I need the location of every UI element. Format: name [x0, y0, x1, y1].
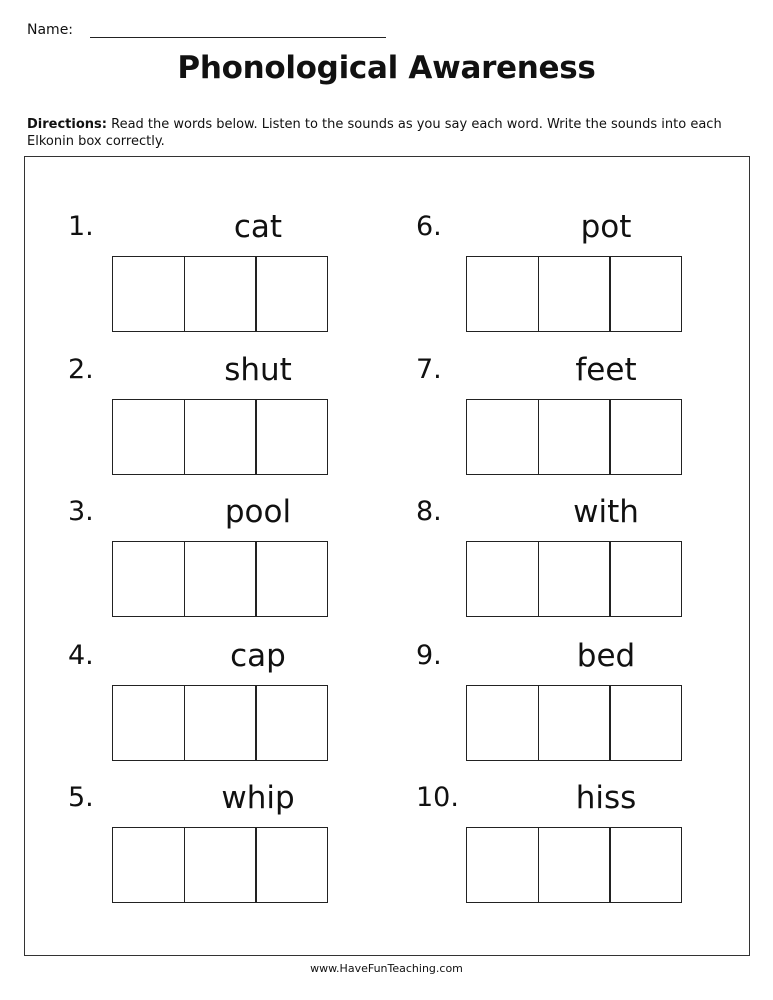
elkonin-box[interactable]: [112, 541, 185, 617]
elkonin-box[interactable]: [466, 541, 539, 617]
elkonin-box[interactable]: [609, 399, 682, 475]
item-number: 1.: [68, 211, 94, 242]
elkonin-box[interactable]: [466, 399, 539, 475]
elkonin-box[interactable]: [538, 399, 611, 475]
elkonin-box[interactable]: [184, 541, 257, 617]
elkonin-box[interactable]: [184, 827, 257, 903]
directions-text: Read the words below. Listen to the sounds as you say each word. Write the sounds into each Elkonin box correctly.: [27, 117, 722, 149]
item-6: [416, 211, 716, 341]
item-number: 10.: [416, 782, 459, 813]
elkonin-box[interactable]: [112, 256, 185, 332]
item-8: [416, 496, 716, 626]
elkonin-box[interactable]: [255, 256, 328, 332]
elkonin-box[interactable]: [609, 541, 682, 617]
item-word: bed: [576, 638, 636, 674]
name-line-field[interactable]: [90, 37, 386, 38]
item-9: [416, 640, 716, 770]
footer-website: www.HaveFunTeaching.com: [310, 962, 463, 975]
directions: [27, 116, 747, 150]
item-number: 2.: [68, 354, 94, 385]
item-number: 9.: [416, 640, 442, 671]
elkonin-box[interactable]: [184, 399, 257, 475]
name-label: Name:: [27, 22, 74, 38]
elkonin-box[interactable]: [538, 685, 611, 761]
elkonin-box[interactable]: [255, 685, 328, 761]
item-word: with: [573, 494, 639, 530]
item-number: 3.: [68, 496, 94, 527]
elkonin-box[interactable]: [609, 827, 682, 903]
elkonin-box[interactable]: [255, 827, 328, 903]
item-word: cap: [230, 638, 286, 674]
item-number: 4.: [68, 640, 94, 671]
item-word: whip: [221, 780, 295, 816]
elkonin-boxes: [466, 541, 681, 617]
elkonin-boxes: [112, 399, 327, 475]
elkonin-box[interactable]: [538, 827, 611, 903]
elkonin-boxes: [112, 685, 327, 761]
elkonin-box[interactable]: [538, 541, 611, 617]
elkonin-box[interactable]: [112, 685, 185, 761]
item-word: shut: [224, 352, 292, 388]
elkonin-box[interactable]: [112, 399, 185, 475]
elkonin-boxes: [466, 256, 681, 332]
elkonin-box[interactable]: [255, 399, 328, 475]
elkonin-box[interactable]: [538, 256, 611, 332]
item-5: [68, 782, 368, 912]
item-word: hiss: [575, 780, 637, 816]
item-3: [68, 496, 368, 626]
elkonin-box[interactable]: [609, 256, 682, 332]
item-1: [68, 211, 368, 341]
elkonin-box[interactable]: [184, 685, 257, 761]
elkonin-box[interactable]: [466, 827, 539, 903]
item-2: [68, 354, 368, 484]
item-word: feet: [575, 352, 637, 388]
item-word: cat: [233, 209, 283, 245]
page-title: Phonological Awareness: [177, 50, 596, 86]
elkonin-boxes: [112, 827, 327, 903]
elkonin-boxes: [112, 256, 327, 332]
elkonin-box[interactable]: [466, 256, 539, 332]
elkonin-boxes: [466, 827, 681, 903]
elkonin-box[interactable]: [609, 685, 682, 761]
item-number: 6.: [416, 211, 442, 242]
item-word: pool: [224, 494, 292, 530]
elkonin-box[interactable]: [466, 685, 539, 761]
item-number: 7.: [416, 354, 442, 385]
item-number: 8.: [416, 496, 442, 527]
elkonin-box[interactable]: [255, 541, 328, 617]
item-word: pot: [580, 209, 632, 245]
item-number: 5.: [68, 782, 94, 813]
item-4: [68, 640, 368, 770]
elkonin-boxes: [466, 399, 681, 475]
directions-label: Directions:: [27, 117, 107, 132]
elkonin-box[interactable]: [184, 256, 257, 332]
elkonin-boxes: [112, 541, 327, 617]
elkonin-box[interactable]: [112, 827, 185, 903]
item-7: [416, 354, 716, 484]
elkonin-boxes: [466, 685, 681, 761]
item-10: [416, 782, 716, 912]
